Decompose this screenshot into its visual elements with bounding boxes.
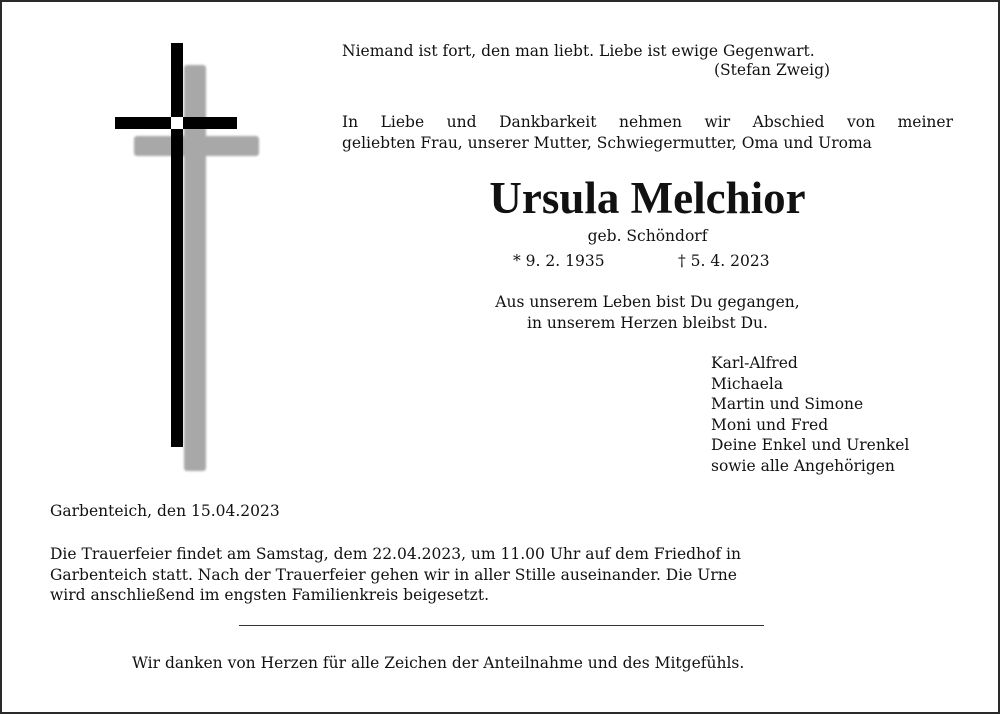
mourner: Michaela xyxy=(711,374,784,393)
intro-line-2: geliebten Frau, unserer Mutter, Schwiegermutter, Oma und Uroma xyxy=(342,134,872,152)
verse-line-1: Aus unserem Leben bist Du gegangen, xyxy=(495,293,800,311)
death-date: † 5. 4. 2023 xyxy=(678,252,770,270)
mourner: Deine Enkel und Urenkel xyxy=(711,436,910,454)
divider-line xyxy=(239,625,764,626)
thanks-text: Wir danken von Herzen für alle Zeichen der Anteilnahme und des Mitgefühls. xyxy=(132,654,745,672)
quote-text: Niemand ist fort, den man liebt. Liebe ist ewige Gegenwart. xyxy=(342,42,815,60)
funeral-details xyxy=(50,544,741,606)
birth-name: geb. Schöndorf xyxy=(587,227,708,245)
cross-icon xyxy=(114,43,260,475)
mourner: Martin und Simone xyxy=(711,395,864,413)
place-date: Garbenteich, den 15.04.2023 xyxy=(50,502,280,520)
funeral-details-line: Die Trauerfeier findet am Samstag, dem 22.04.2023, um 11.00 Uhr auf dem Friedhof in xyxy=(50,545,741,563)
mourner: sowie alle Angehörigen xyxy=(711,456,895,475)
cross-shadow-horizontal xyxy=(134,136,259,156)
mourners-list xyxy=(711,353,909,476)
verse-line-2: in unserem Herzen bleibst Du. xyxy=(527,314,768,332)
mourner: Moni und Fred xyxy=(711,415,829,434)
intro-line-1: In Liebe und Dankbarkeit nehmen wir Abschied von meiner xyxy=(342,113,953,131)
funeral-details-line: Garbenteich statt. Nach der Trauerfeier gehen wir in aller Stille auseinander. Die Urne xyxy=(50,565,737,584)
cross-vertical-bar xyxy=(171,43,183,447)
birth-date: * 9. 2. 1935 xyxy=(513,252,605,270)
mourner: Karl-Alfred xyxy=(711,354,798,372)
quote-author: (Stefan Zweig) xyxy=(714,61,831,79)
cross-center xyxy=(171,117,183,129)
deceased-name: Ursula Melchior xyxy=(489,173,806,223)
funeral-details-line: wird anschließend im engsten Familienkreis beigesetzt. xyxy=(50,586,490,604)
